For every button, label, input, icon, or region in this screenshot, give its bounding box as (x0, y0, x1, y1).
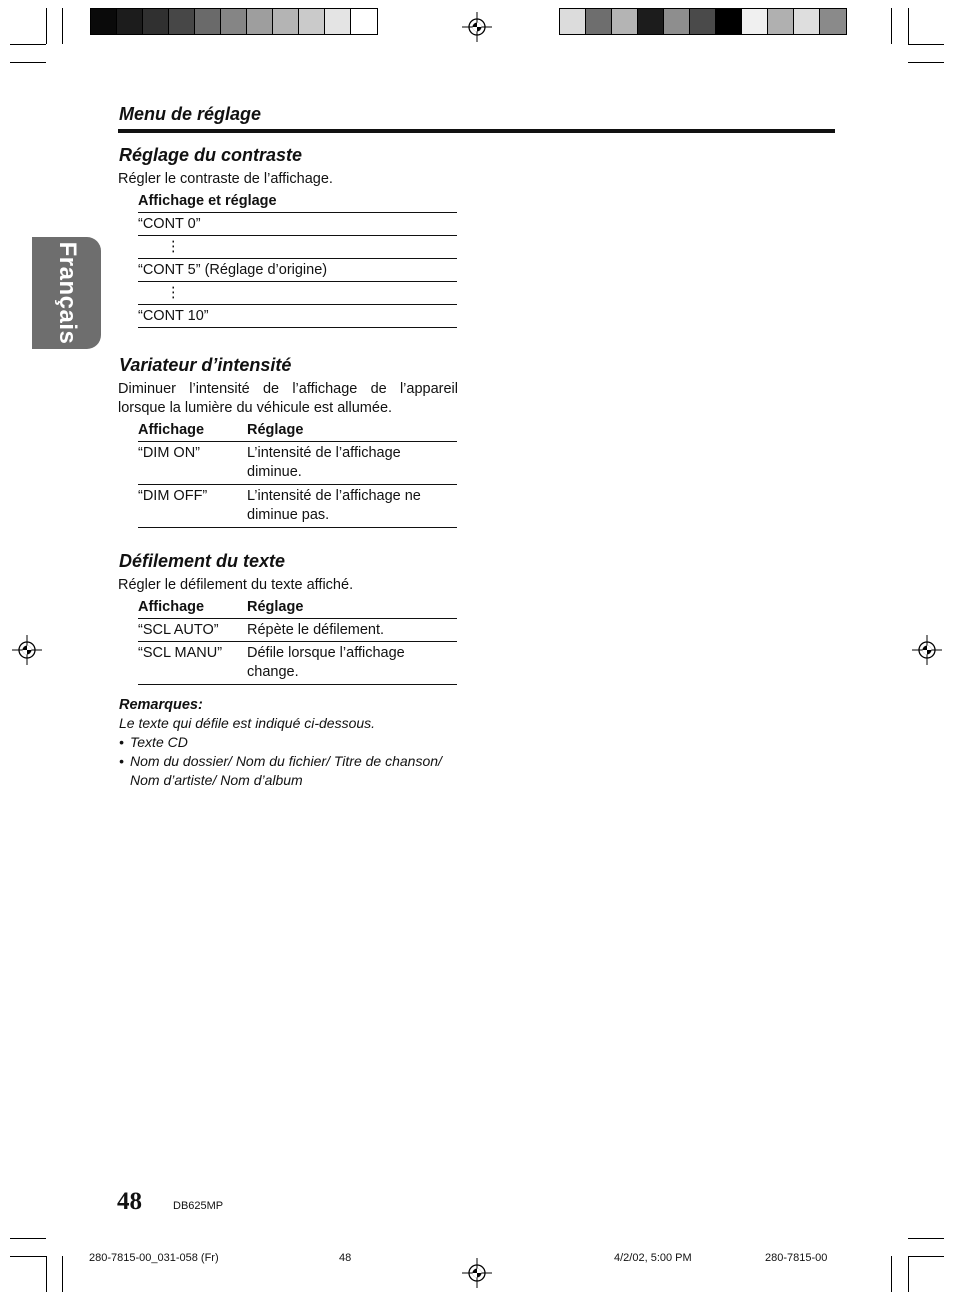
registration-mark-icon (912, 635, 942, 665)
color-swatch (560, 9, 586, 34)
dimmer-intro: Diminuer l’intensité de l’affichage de l’appareil lorsque la lumière du véhicule est allumée. (118, 381, 458, 416)
list-item: Texte CD (130, 734, 188, 750)
color-swatch (273, 9, 299, 34)
registration-mark-icon (462, 1258, 492, 1288)
color-swatch (768, 9, 794, 34)
registration-mark-icon (12, 635, 42, 665)
crop-mark (10, 1238, 46, 1239)
notes-heading: Remarques: (119, 697, 203, 713)
color-swatch (638, 9, 664, 34)
color-swatch (143, 9, 169, 34)
color-swatch (299, 9, 325, 34)
table-row: “DIM OFF” L’intensité de l’affichage ne diminue pas. (138, 485, 457, 528)
color-swatch (351, 9, 377, 34)
color-swatch (612, 9, 638, 34)
crop-mark (10, 62, 46, 63)
crop-mark (46, 1256, 47, 1292)
language-tab-label: Français (53, 241, 81, 345)
color-swatch (690, 9, 716, 34)
color-swatch (91, 9, 117, 34)
crop-mark (908, 62, 944, 63)
table-row: ⋮ (138, 282, 457, 305)
section-title: Menu de réglage (119, 104, 262, 124)
bullet-marker: • (119, 753, 124, 769)
color-swatch (820, 9, 846, 34)
list-item: Nom du dossier/ Nom du fichier/ Titre de chanson/ Nom d’artiste/ Nom d’album (130, 753, 442, 788)
color-swatch (117, 9, 143, 34)
crop-mark (10, 1256, 46, 1257)
color-bar-right (559, 8, 847, 35)
color-swatch (169, 9, 195, 34)
dimmer-heading: Variateur d’intensité (119, 355, 292, 375)
dimmer-table (138, 420, 457, 528)
color-swatch (325, 9, 351, 34)
model-number: DB625MP (173, 1200, 224, 1212)
color-swatch (247, 9, 273, 34)
crop-mark (891, 1256, 892, 1292)
section-rule (118, 129, 835, 133)
table-row: ⋮ (138, 236, 457, 259)
crop-mark (908, 1238, 944, 1239)
bullet-marker: • (119, 734, 124, 750)
contrast-table-header: Affichage et réglage (138, 191, 457, 213)
crop-mark (908, 8, 909, 44)
color-swatch (794, 9, 820, 34)
contrast-intro: Régler le contraste de l’affichage. (118, 171, 333, 187)
page-number: 48 (117, 1188, 142, 1215)
scroll-heading: Défilement du texte (119, 551, 286, 571)
color-swatch (195, 9, 221, 34)
table-row: “SCL MANU” Défile lorsque l’affichage change. (138, 642, 457, 685)
table-row: “SCL AUTO” Répète le défilement. (138, 619, 457, 642)
color-swatch (664, 9, 690, 34)
scroll-intro: Régler le défilement du texte affiché. (118, 577, 354, 593)
footer-date: 4/2/02, 5:00 PM (614, 1252, 692, 1264)
contrast-heading: Réglage du contraste (119, 145, 303, 165)
footer-file: 280-7815-00_031-058 (Fr) (89, 1252, 219, 1264)
color-swatch (221, 9, 247, 34)
crop-mark (908, 1256, 909, 1292)
color-swatch (586, 9, 612, 34)
crop-mark (908, 1256, 944, 1257)
table-row: “DIM ON” L’intensité de l’affichage diminue. (138, 442, 457, 485)
color-swatch (742, 9, 768, 34)
dimmer-table-header: Affichage Réglage (138, 420, 457, 442)
scroll-table-header: Affichage Réglage (138, 597, 457, 619)
table-row: “CONT 0” (138, 213, 457, 236)
footer-page: 48 (339, 1252, 352, 1264)
scroll-table (138, 597, 457, 685)
crop-mark (62, 1256, 63, 1292)
crop-mark (908, 44, 944, 45)
contrast-table (138, 191, 457, 328)
language-tab (32, 237, 101, 349)
crop-mark (891, 8, 892, 44)
color-swatch (716, 9, 742, 34)
color-bar-left (90, 8, 378, 35)
notes-intro: Le texte qui défile est indiqué ci-dessous. (119, 715, 376, 731)
crop-mark (62, 8, 63, 44)
registration-mark-icon (462, 12, 492, 42)
table-row: “CONT 10” (138, 305, 457, 328)
table-row: “CONT 5” (Réglage d’origine) (138, 259, 457, 282)
crop-mark (10, 44, 46, 45)
crop-mark (46, 8, 47, 44)
footer-code: 280-7815-00 (765, 1252, 828, 1264)
